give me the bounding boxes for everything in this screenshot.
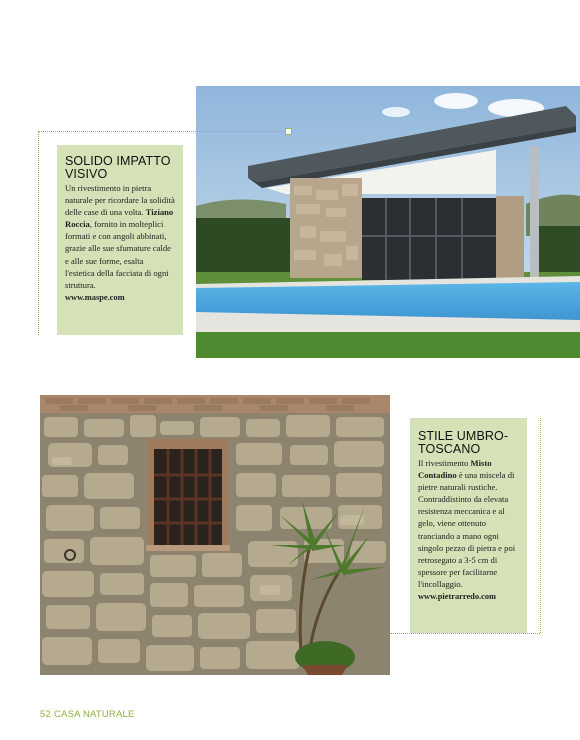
leader-line-horizontal <box>390 633 540 634</box>
caption-body <box>65 182 175 291</box>
leader-line-horizontal <box>38 131 286 132</box>
caption-heading: SOLIDO IMPATTO VISIVO <box>65 154 171 181</box>
body-text: Il rivestimento <box>418 458 471 468</box>
house-pool-photo <box>196 86 580 358</box>
leader-line-vertical <box>38 131 39 335</box>
page-footer <box>40 709 138 720</box>
product-name: Tiziano Roccia <box>65 207 174 230</box>
leader-line-vertical <box>540 418 541 633</box>
caption-box-pietrarredo <box>410 418 527 633</box>
body-text: è una miscela di pietre naturali rustiche. Contraddistinto da elevata resistenza meccanica e al gelo, viene ottenuto tranciando a mano ogni singolo pezzo di pietra e poi retrosegato a 3-5 cm di spessore per facilitarne l'incollaggio. <box>418 470 516 589</box>
website-link[interactable]: www.maspe.com <box>65 292 125 302</box>
page-number: 52 <box>40 709 51 720</box>
caption-box-maspe <box>57 145 183 335</box>
stone-wall-photo <box>40 395 390 675</box>
caption-body <box>418 457 519 590</box>
leader-endpoint <box>285 128 292 135</box>
caption-heading: STILE UMBRO-TOSCANO <box>418 429 509 456</box>
product-name: Misto Contadino <box>418 458 492 481</box>
body-text: Un rivestimento in pietra naturale per ricordare la solidità delle case di una volta. <box>65 183 175 218</box>
body-text: , fornito in molteplici formati e con angoli abbinati, grazie alle sue sfumature calde e alle sue forme, esalta l'estetica della facciata di ogni struttura. <box>65 219 171 290</box>
website-link[interactable]: www.pietrarredo.com <box>418 592 496 602</box>
magazine-name: CASA NATURALE <box>53 709 135 720</box>
